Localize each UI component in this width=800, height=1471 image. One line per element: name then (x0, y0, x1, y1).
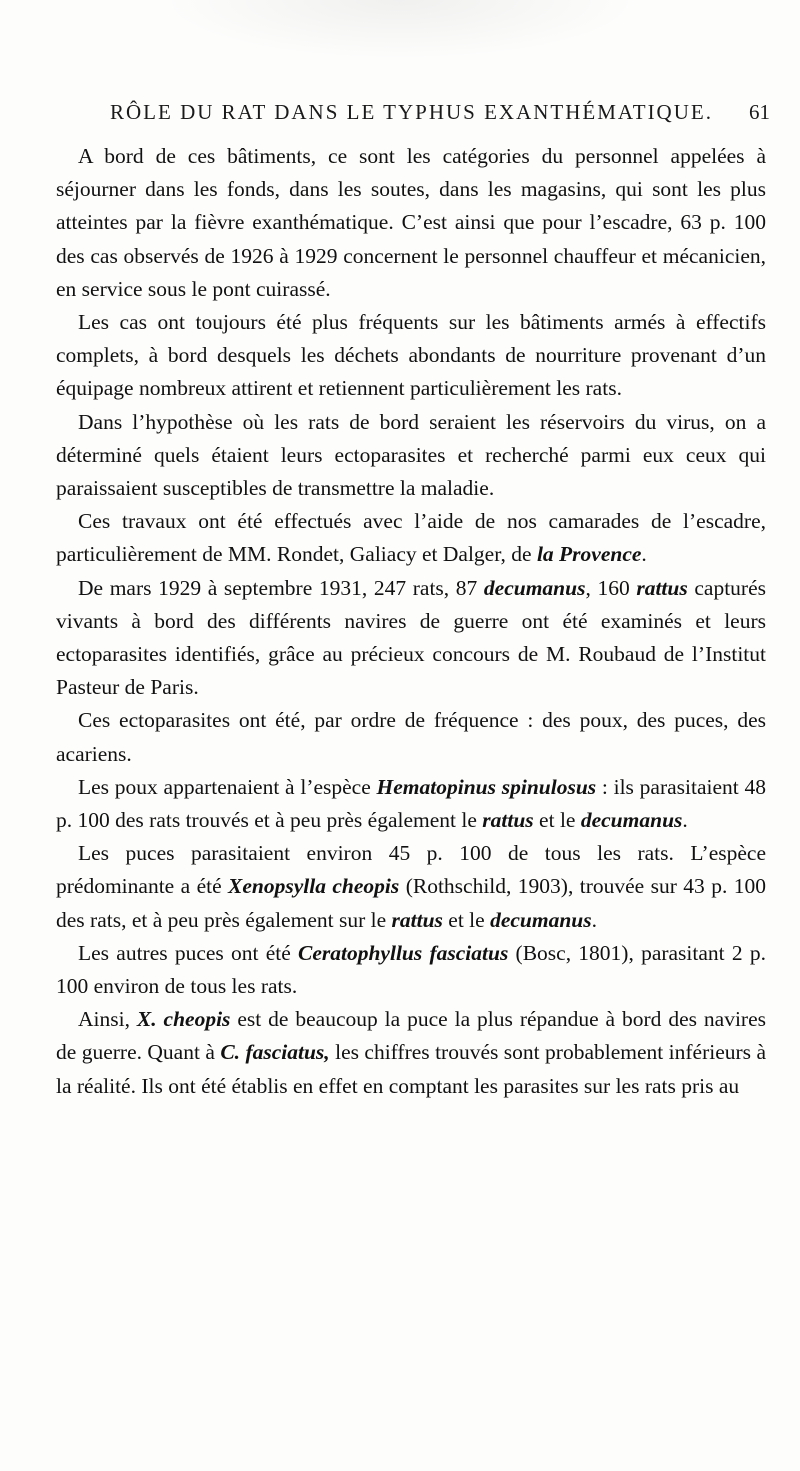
paragraph-8: Les puces parasitaient environ 45 p. 100 de tous les rats. L’espèce prédominante a été Xenopsylla cheopis (Rothschild, 1903), trouvée sur 43 p. 100 des rats, et à peu près également sur le rattus et le decumanus. (56, 841, 766, 932)
paragraph-5: De mars 1929 à septembre 1931, 247 rats, 87 decumanus, 160 rattus capturés vivants à bord des différents navires de guerre ont été examinés et leurs ectoparasites identifiés, grâce au précieux concours de M. Roubaud de l’Institut Pasteur de Paris. (56, 575, 766, 700)
running-header (110, 100, 770, 130)
paragraph-1: A bord de ces bâtiments, ce sont les catégories du personnel appelées à séjourner dans les fonds, dans les soutes, dans les magasins, qui sont les plus atteintes par la fièvre exanthématique. C’est ainsi que pour l’escadre, 63 p. 100 des cas observés de 1926 à 1929 concernent le personnel chauffeur et mécanicien, en service sous le pont cuirassé. (56, 144, 766, 301)
species-name: Xenopsylla cheopis (228, 874, 400, 899)
body-text (56, 140, 766, 1103)
paragraph-2: Les cas ont toujours été plus fréquents sur les bâtiments armés à effectifs complets, à bord desquels les déchets abondants de nourriture provenant d’un équipage nombreux attirent et retiennent particulièrement les rats. (56, 310, 766, 401)
species-name: rattus (636, 575, 688, 600)
species-name: C. fasciatus, (220, 1040, 330, 1065)
scan-smudge (160, 0, 640, 60)
species-name: Ceratophyllus fasciatus (298, 940, 509, 965)
species-name: decumanus (490, 907, 592, 932)
page-number: 61 (749, 100, 770, 124)
species-name: Hematopinus spinulosus (376, 774, 597, 799)
ship-name: la Provence (536, 542, 642, 567)
species-name: decumanus (580, 808, 683, 833)
paragraph-6: Ces ectoparasites ont été, par ordre de fréquence : des poux, des puces, des acariens. (56, 708, 766, 766)
species-name: decumanus (483, 575, 586, 600)
running-title: RÔLE DU RAT DANS LE TYPHUS EXANTHÉMATIQUE. (110, 100, 713, 124)
paragraph-10: Ainsi, X. cheopis est de beaucoup la puce la plus répandue à bord des navires de guerre. Quant à C. fasciatus, les chiffres trouvés sont probablement inférieurs à la réalité. Ils ont été établis en effet en comptant les parasites sur les rats pris au (56, 1007, 766, 1098)
species-name: rattus (391, 907, 443, 932)
paragraph-9: Les autres puces ont été Ceratophyllus fasciatus (Bosc, 1801), parasitant 2 p. 100 environ de tous les rats. (56, 940, 766, 999)
species-name: rattus (482, 808, 534, 833)
paragraph-4: Ces travaux ont été effectués avec l’aide de nos camarades de l’escadre, particulièrement de MM. Rondet, Galiacy et Dalger, de la Provence. (56, 509, 766, 567)
species-name: X. cheopis (136, 1007, 231, 1032)
paragraph-7: Les poux appartenaient à l’espèce Hematopinus spinulosus : ils parasitaient 48 p. 100 des rats trouvés et à peu près également le rattus et le decumanus. (56, 774, 766, 833)
paragraph-3: Dans l’hypothèse où les rats de bord seraient les réservoirs du virus, on a déterminé quels étaient leurs ectoparasites et recherché parmi eux ceux qui paraissaient susceptibles de transmettre la maladie. (56, 409, 766, 501)
